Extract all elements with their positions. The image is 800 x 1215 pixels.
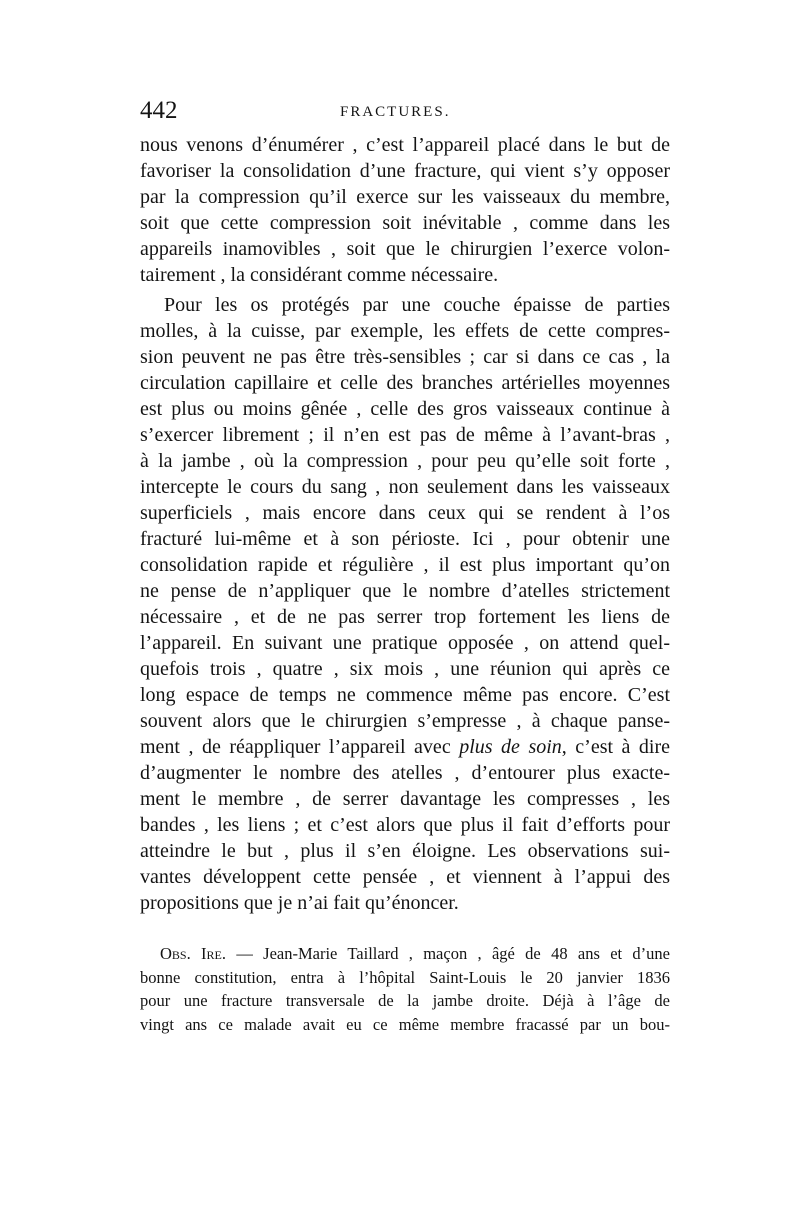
- text-line: quefois trois , quatre , six mois , une réunion qui après ce: [140, 658, 670, 680]
- observation-line: bonne constitution, entra à l’hôpital Saint-Louis le 20 janvier 1836: [140, 967, 670, 987]
- text-line: à la jambe , où la compression , pour peu qu’elle soit forte ,: [140, 450, 670, 472]
- running-title: FRACTURES.: [340, 104, 451, 120]
- text-line: ne pense de n’appliquer que le nombre d’atelles strictement: [140, 580, 670, 602]
- text-segment: — Jean-Marie Taillard , maçon , âgé de 48 ans et d’une: [236, 944, 670, 963]
- text-line: favoriser la consolidation d’une fracture, qui vient s’y opposer: [140, 160, 670, 182]
- observation-line: vingt ans ce malade avait eu ce même membre fracassé par un bou-: [140, 1014, 670, 1034]
- text-line: souvent alors que le chirurgien s’empresse , à chaque panse-: [140, 710, 670, 732]
- page-number: 442: [140, 97, 178, 124]
- text-line: ment le membre , de serrer davantage les compresses , les: [140, 788, 670, 810]
- text-line: d’augmenter le nombre des atelles , d’entourer plus exacte-: [140, 762, 670, 784]
- text-line: soit que cette compression soit inévitable , comme dans les: [140, 212, 670, 234]
- text-line: atteindre le but , plus il s’en éloigne. Les observations sui-: [140, 840, 670, 862]
- text-line: consolidation rapide et régulière , il est plus important qu’on: [140, 554, 670, 576]
- text-line: intercepte le cours du sang , non seulement dans les vaisseaux: [140, 476, 670, 498]
- text-line: Pour les os protégés par une couche épaisse de parties: [164, 294, 670, 316]
- text-line: bandes , les liens ; et c’est alors que plus il fait d’efforts pour: [140, 814, 670, 836]
- text-line: par la compression qu’il exerce sur les vaisseaux du membre,: [140, 186, 670, 208]
- text-line: superficiels , mais encore dans ceux qui se rendent à l’os: [140, 502, 670, 524]
- text-line: s’exercer librement ; il n’en est pas de même à l’avant-bras ,: [140, 424, 670, 446]
- text-line: fracturé lui-même et à son périoste. Ici , pour obtenir une: [140, 528, 670, 550]
- text-line: sion peuvent ne pas être très-sensibles ; car si dans ce cas , la: [140, 346, 670, 368]
- text-line: appareils inamovibles , soit que le chirurgien l’exerce volon-: [140, 238, 670, 260]
- text-line: vantes développent cette pensée , et viennent à l’appui des: [140, 866, 670, 888]
- text-line: est plus ou moins gênée , celle des gros vaisseaux continue à: [140, 398, 670, 420]
- body-text: [140, 132, 670, 916]
- observation-line: pour une fracture transversale de la jambe droite. Déjà à l’âge de: [140, 991, 670, 1010]
- text-segment: , c’est à dire: [561, 736, 671, 758]
- running-head: [140, 96, 670, 128]
- text-segment: ment , de réappliquer l’appareil avec: [140, 736, 451, 758]
- text-line: molles, à la cuisse, par exemple, les effets de cette compres-: [140, 320, 670, 342]
- text-line: long espace de temps ne commence même pas encore. C’est: [140, 684, 670, 706]
- text-line: propositions que je n’ai fait qu’énoncer.: [140, 892, 459, 914]
- text-line: nous venons d’énumérer , c’est l’appareil placé dans le but de: [140, 134, 670, 156]
- text-line-with-italic: [140, 734, 670, 760]
- italic-phrase: plus de soin: [459, 736, 562, 758]
- text-line: circulation capillaire et celle des branches artérielles moyennes: [140, 372, 670, 394]
- observation-label: Obs. Ire.: [160, 944, 226, 963]
- text-line: l’appareil. En suivant une pratique opposée , on attend quel-: [140, 632, 670, 654]
- observation-line: [140, 942, 670, 966]
- observation-block: [140, 942, 670, 1036]
- text-line: tairement , la considérant comme nécessaire.: [140, 264, 499, 286]
- text-line: nécessaire , et de ne pas serrer trop fortement les liens de: [140, 606, 670, 628]
